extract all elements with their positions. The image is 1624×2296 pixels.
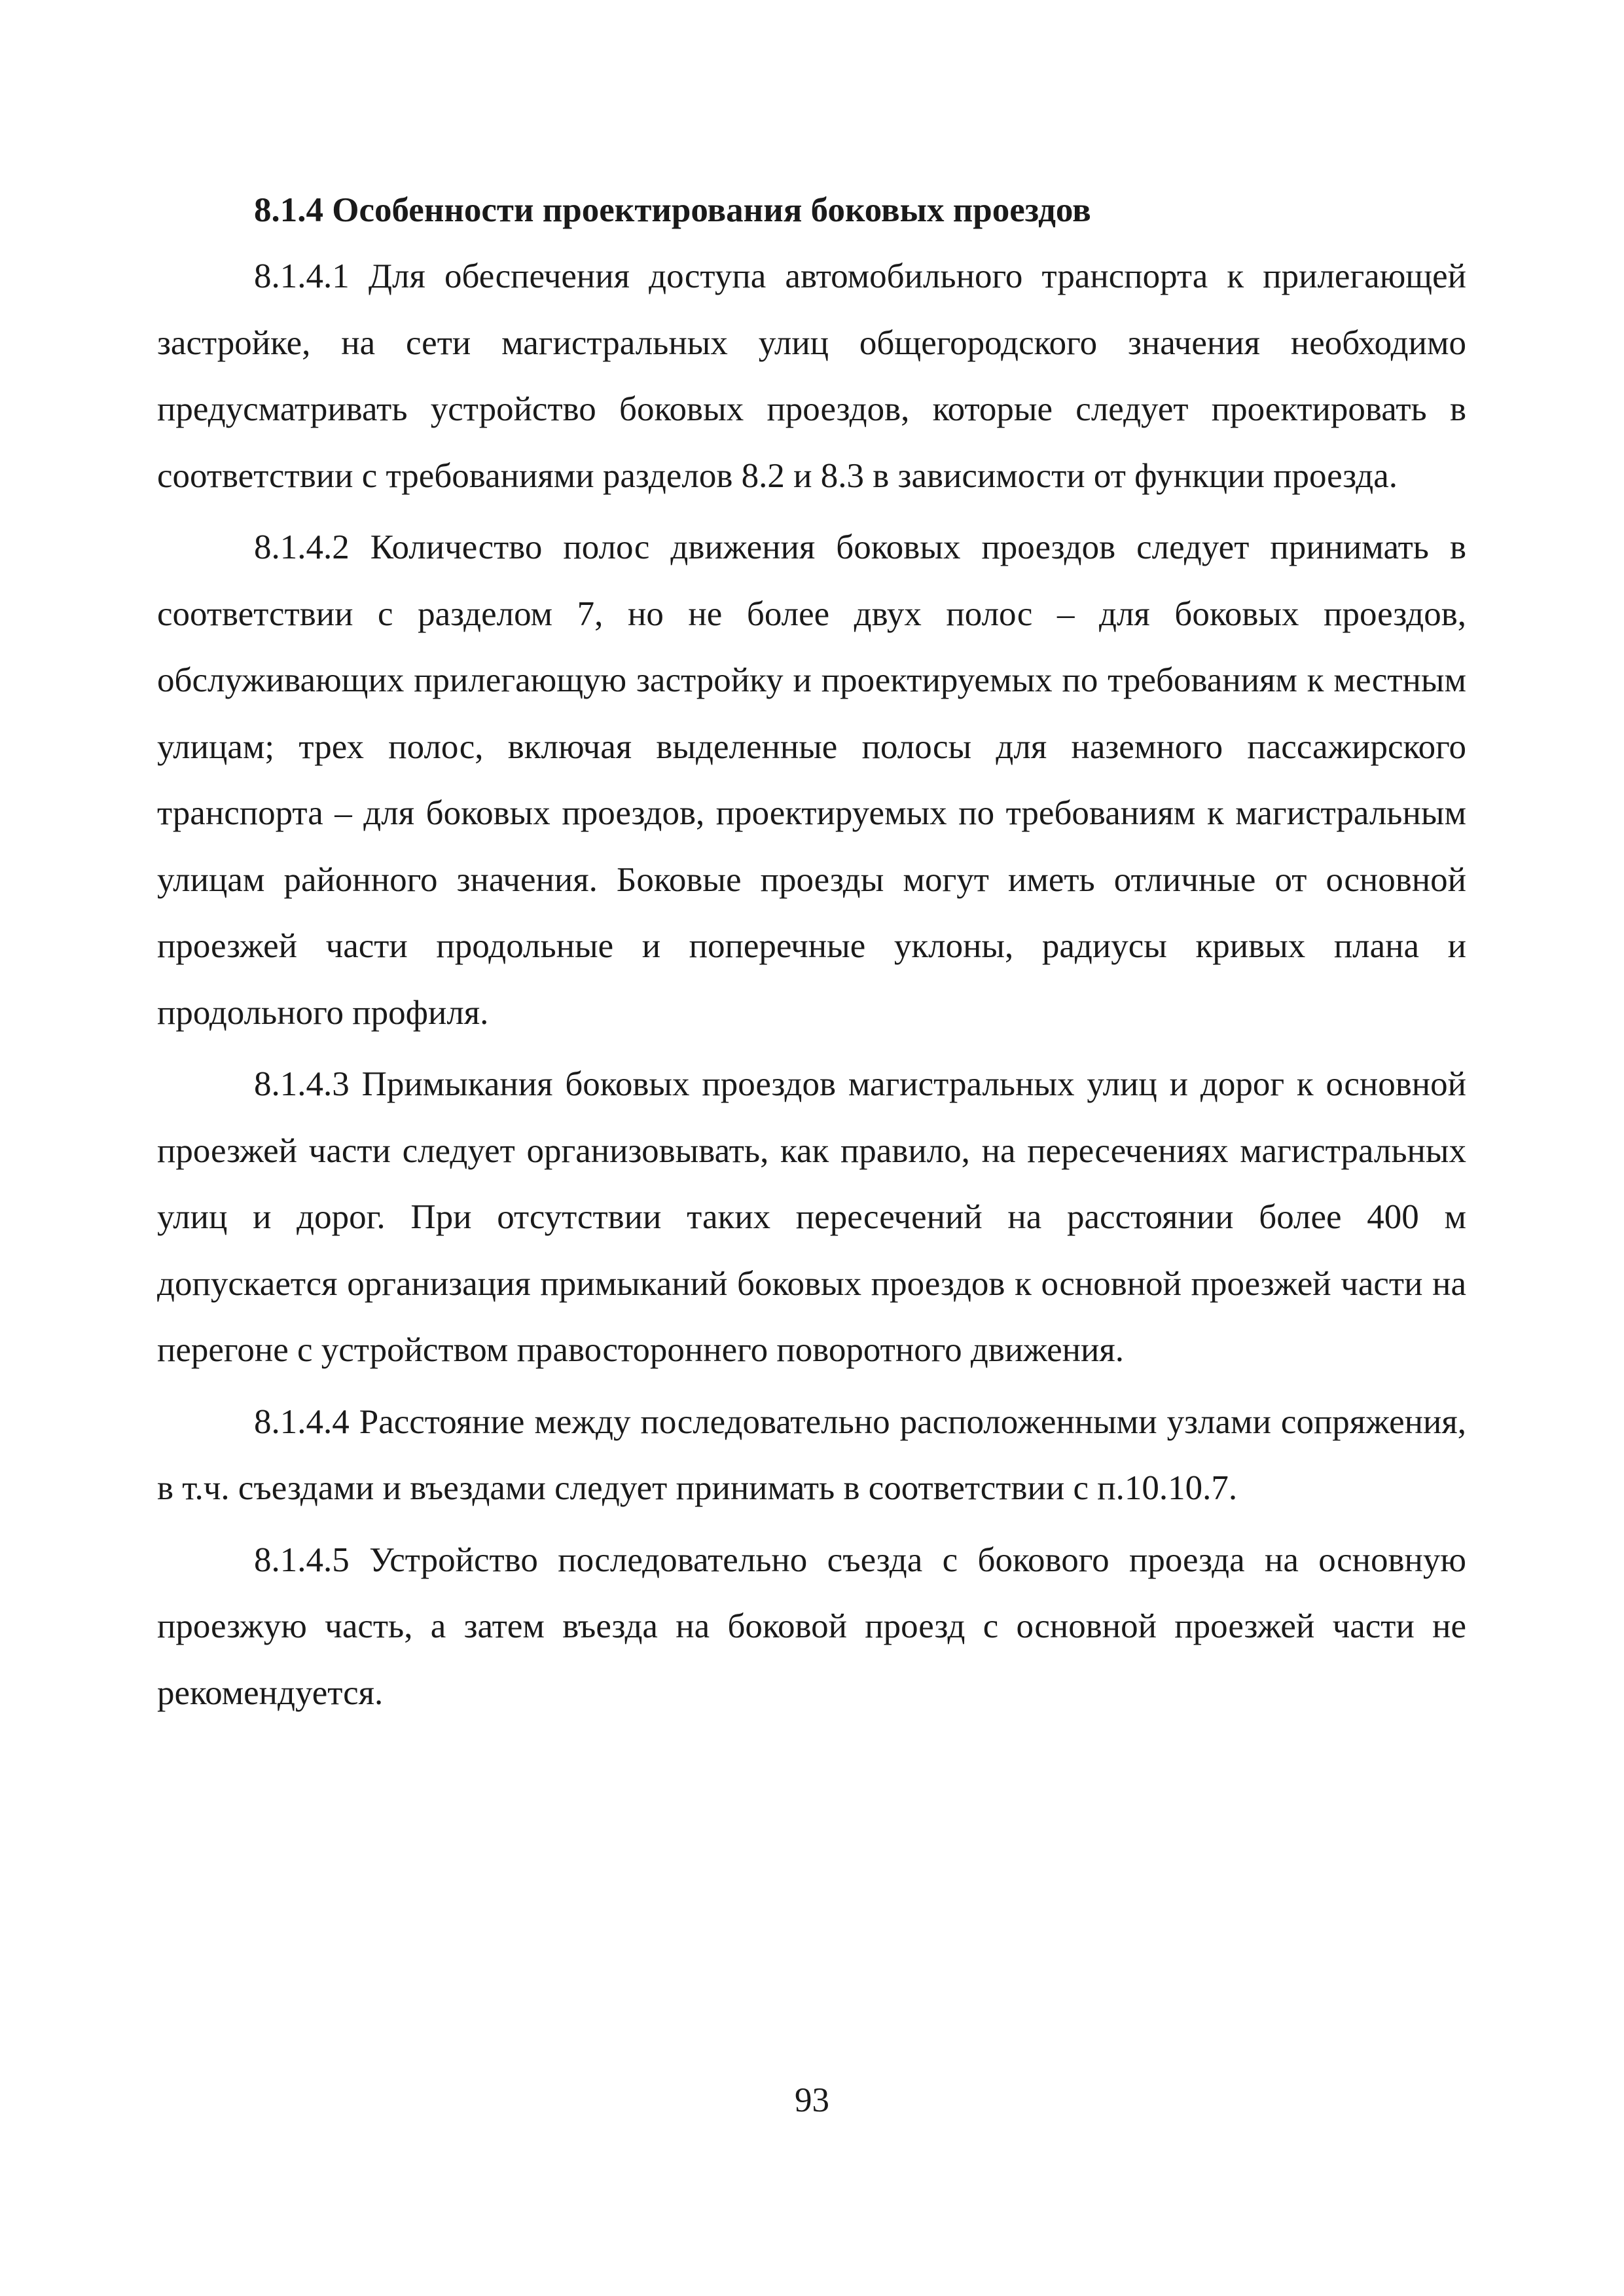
paragraph-8-1-4-2: 8.1.4.2 Количество полос движения боковых проездов следует принимать в соответствии с разделом 7, но не более двух полос – для боковых проездов, обслуживающих прилегающую застройку и проектируемых по требованиям к местным улицам; трех полос, включая выделенные полосы для наземного пассажирского транспорта – для боковых проездов, проектируемых по требованиям к магистральным улицам районного значения. Боковые проезды могут иметь отличные от основной проезжей части продольные и поперечные уклоны, радиусы кривых плана и продольного профиля. (157, 528, 1466, 1032)
page-body (157, 182, 1466, 1726)
paragraph-8-1-4-4: 8.1.4.4 Расстояние между последовательно расположенными узлами сопряжения, в т.ч. съездами и въездами следует принимать в соответствии с п.10.10.7. (157, 1402, 1466, 1507)
section-heading: 8.1.4 Особенности проектирования боковых проездов (254, 191, 1091, 229)
page-number: 93 (795, 2081, 829, 2119)
paragraph-8-1-4-5: 8.1.4.5 Устройство последовательно съезда с бокового проезда на основную проезжую часть, а затем въезда на боковой проезд с основной проезжей части не рекомендуется. (157, 1540, 1466, 1712)
paragraph-8-1-4-1: 8.1.4.1 Для обеспечения доступа автомобильного транспорта к прилегающей застройке, на сети магистральных улиц общегородского значения необходимо предусматривать устройство боковых проездов, которые следует проектировать в соответствии с требованиями разделов 8.2 и 8.3 в зависимости от функции проезда. (157, 257, 1466, 495)
paragraph-8-1-4-3: 8.1.4.3 Примыкания боковых проездов магистральных улиц и дорог к основной проезжей части следует организовывать, как правило, на пересечениях магистральных улиц и дорог. При отсутствии таких пересечений на расстоянии более 400 м допускается организация примыканий боковых проездов к основной проезжей части на перегоне с устройством правостороннего поворотного движения. (157, 1065, 1466, 1369)
